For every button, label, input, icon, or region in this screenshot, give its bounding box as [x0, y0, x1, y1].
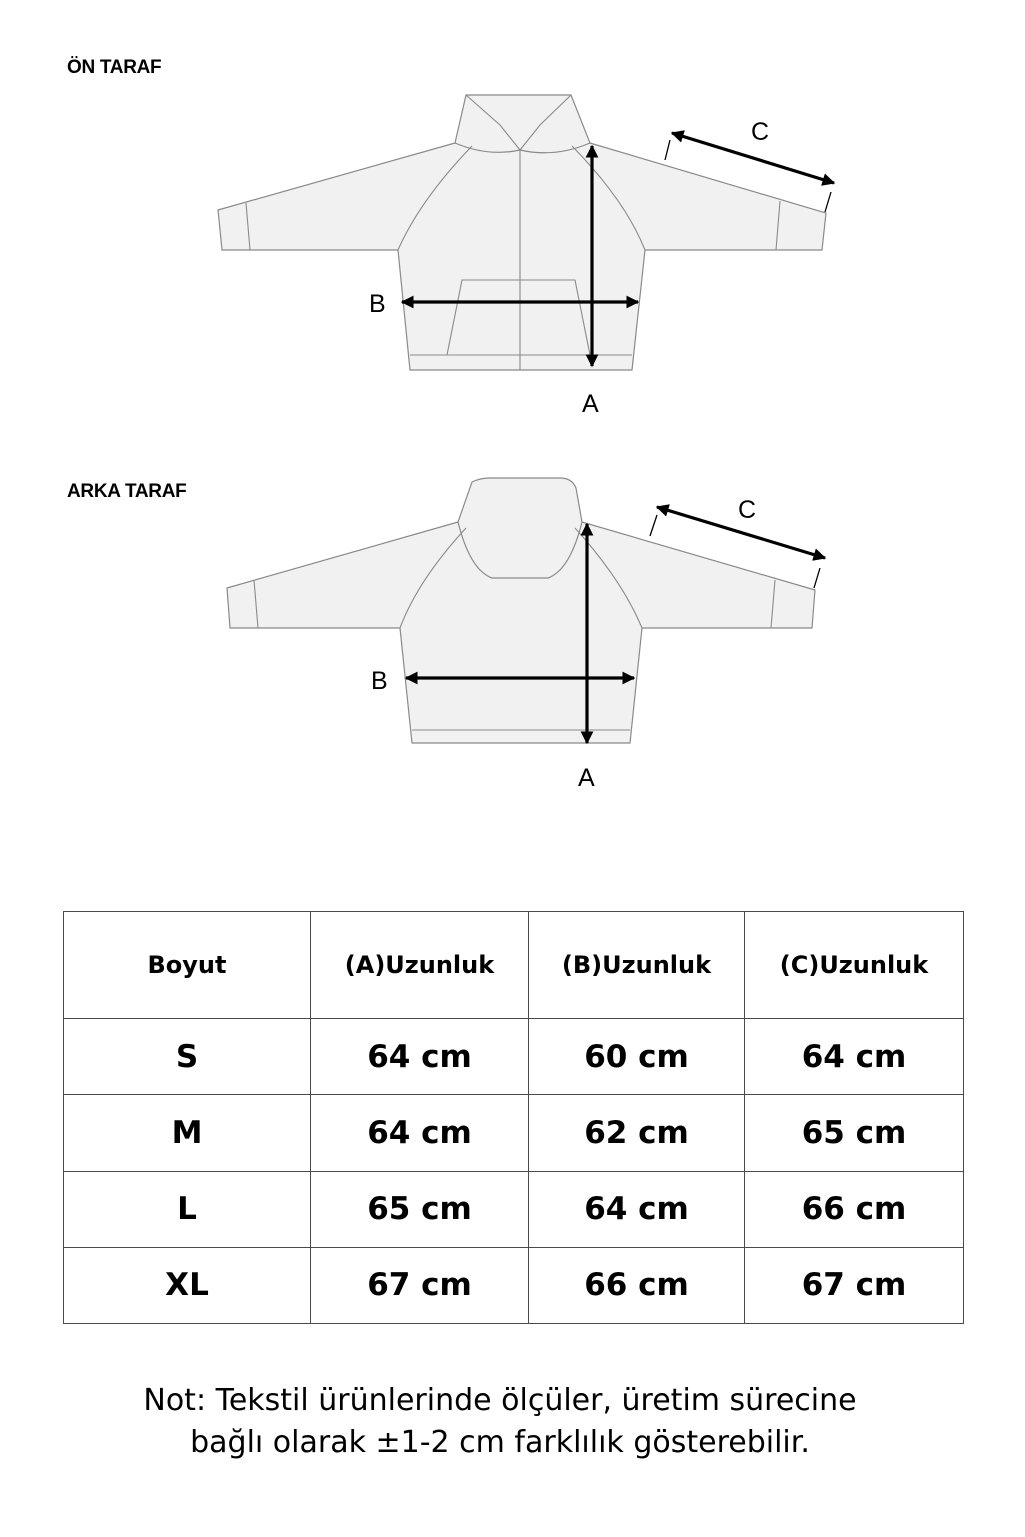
length-c-cell: 64 cm: [745, 1019, 964, 1095]
table-row: [64, 1171, 964, 1247]
length-b-cell: 62 cm: [529, 1095, 745, 1171]
header-size: Boyut: [64, 912, 311, 1019]
table-row: [64, 1095, 964, 1171]
length-c-cell: 66 cm: [745, 1171, 964, 1247]
front-view-title: ÖN TARAF: [67, 57, 162, 78]
back-hoodie-outline: [227, 478, 815, 743]
note-line-1: Not: Tekstil ürünlerinde ölçüler, üretim sürecine: [143, 1383, 857, 1418]
length-a-cell: 64 cm: [311, 1095, 529, 1171]
back-label-b: B: [371, 667, 388, 695]
front-label-a: A: [582, 390, 599, 418]
measurement-note: [0, 1380, 1000, 1464]
front-dimension-c-tick: [665, 140, 670, 160]
length-b-cell: 66 cm: [529, 1247, 745, 1323]
front-label-c: C: [751, 118, 770, 146]
back-label-a: A: [578, 764, 595, 792]
back-dimension-c-tick: [650, 515, 657, 536]
front-hoodie-diagram: [0, 0, 1025, 420]
back-hoodie-diagram: [0, 420, 1025, 820]
header-length-c: (C)Uzunluk: [745, 912, 964, 1019]
length-a-cell: 64 cm: [311, 1019, 529, 1095]
front-hoodie-outline: [218, 95, 826, 370]
table-row: [64, 1247, 964, 1323]
length-b-cell: 64 cm: [529, 1171, 745, 1247]
length-c-cell: 65 cm: [745, 1095, 964, 1171]
length-a-cell: 67 cm: [311, 1247, 529, 1323]
front-label-b: B: [369, 290, 386, 318]
back-label-c: C: [738, 496, 757, 524]
length-b-cell: 60 cm: [529, 1019, 745, 1095]
back-view-title: ARKA TARAF: [67, 481, 187, 502]
front-dimension-c-tick: [825, 192, 831, 212]
header-length-a: (A)Uzunluk: [311, 912, 529, 1019]
size-cell: S: [64, 1019, 311, 1095]
size-chart-table: [63, 911, 964, 1324]
note-line-2: bağlı olarak ±1-2 cm farklılık gösterebilir.: [190, 1425, 810, 1460]
size-cell: L: [64, 1171, 311, 1247]
size-cell: M: [64, 1095, 311, 1171]
size-cell: XL: [64, 1247, 311, 1323]
table-header-row: [64, 912, 964, 1019]
table-row: [64, 1019, 964, 1095]
length-c-cell: 67 cm: [745, 1247, 964, 1323]
length-a-cell: 65 cm: [311, 1171, 529, 1247]
back-dimension-c-tick: [814, 568, 820, 588]
header-length-b: (B)Uzunluk: [529, 912, 745, 1019]
